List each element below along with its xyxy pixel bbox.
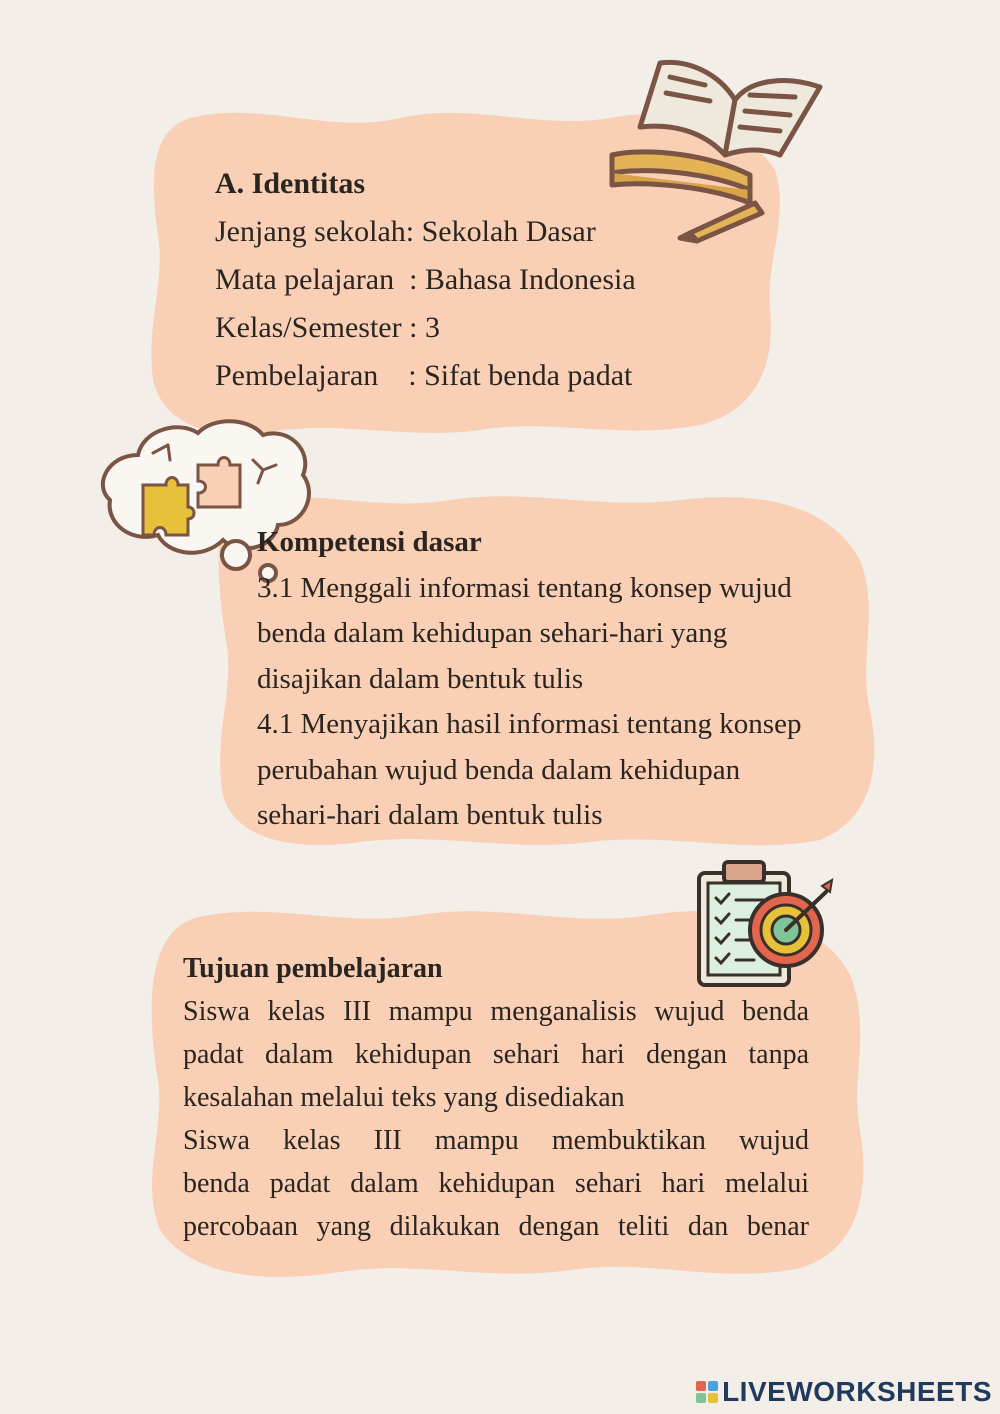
tujuan-line: padat dalam kehidupan sehari hari dengan tanpa	[183, 1039, 809, 1070]
liveworksheets-brand: LIVEWORKSHEETS	[722, 1376, 992, 1407]
tujuan-line: kesalahan melalui teks yang disediakan	[183, 1082, 625, 1113]
kompetensi-line: perubahan wujud benda dalam kehidupan	[257, 753, 741, 786]
kompetensi-heading: Kompetensi dasar	[257, 526, 482, 558]
identitas-row: Pembelajaran : Sifat benda padat	[215, 359, 633, 392]
liveworksheets-logo-icon	[696, 1381, 718, 1403]
kompetensi-line: disajikan dalam bentuk tulis	[257, 662, 584, 695]
tujuan-heading: Tujuan pembelajaran	[183, 953, 443, 984]
kompetensi-section	[257, 520, 801, 839]
tujuan-line: Siswa kelas III mampu membuktikan wujud	[183, 1125, 809, 1156]
identitas-row: Kelas/Semester : 3	[215, 311, 440, 344]
liveworksheets-logo[interactable]	[696, 1376, 992, 1408]
tujuan-line: percobaan yang dilakukan dengan teliti dan benar	[183, 1211, 809, 1242]
kompetensi-line: 3.1 Menggali informasi tentang konsep wujud	[257, 571, 792, 604]
kompetensi-line: benda dalam kehidupan sehari-hari yang	[257, 617, 728, 649]
identitas-row: Mata pelajaran : Bahasa Indonesia	[215, 263, 636, 296]
tujuan-section	[183, 947, 809, 1248]
identitas-section	[215, 160, 636, 400]
identitas-row: Jenjang sekolah: Sekolah Dasar	[215, 215, 596, 248]
tujuan-line: benda padat dalam kehidupan sehari hari melalui	[183, 1168, 809, 1199]
kompetensi-line: 4.1 Menyajikan hasil informasi tentang konsep	[257, 708, 802, 740]
tujuan-line: Siswa kelas III mampu menganalisis wujud benda	[183, 996, 809, 1027]
identitas-heading: A. Identitas	[215, 167, 366, 200]
kompetensi-line: sehari-hari dalam bentuk tulis	[257, 799, 603, 831]
